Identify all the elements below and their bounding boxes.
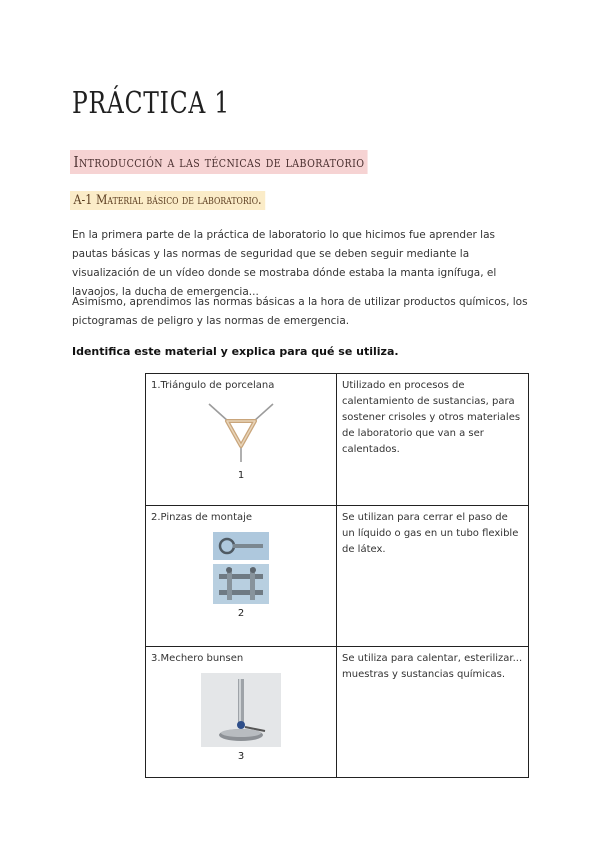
figure-number: 2 bbox=[237, 608, 245, 619]
material-cell bbox=[146, 647, 337, 778]
description-cell: Utilizado en procesos de calentamiento de sustancias, para sostener crisoles y otros materiales de laboratorio que van a ser calentados. bbox=[337, 374, 529, 506]
mounting-clamps-icon bbox=[213, 532, 269, 604]
figure-number: 3 bbox=[237, 751, 245, 762]
description-cell: Se utiliza para calentar, esterilizar... muestras y sustancias químicas. bbox=[337, 647, 529, 778]
material-name: 3.Mechero bunsen bbox=[151, 653, 244, 664]
section-heading: Introducción a las técnicas de laboratorio bbox=[70, 150, 368, 174]
material-cell bbox=[146, 374, 337, 506]
clay-triangle-icon bbox=[205, 400, 277, 466]
bunsen-burner-icon bbox=[201, 673, 281, 747]
intro-paragraph: En la primera parte de la práctica de laboratorio lo que hicimos fue aprender las pautas básicas y las normas de seguridad que se deben seguir mediante la visualización de un vídeo donde se mostraba dónde estaba la manta ignífuga, el lavaojos, la ducha de emergencia... bbox=[72, 229, 497, 298]
description-cell: Se utilizan para cerrar el paso de un líquido o gas en un tubo flexible de látex. bbox=[337, 506, 529, 647]
subsection-heading: A-1 Material básico de laboratorio. bbox=[70, 191, 265, 210]
question-heading: Identifica este material y explica para qué se utiliza. bbox=[72, 345, 399, 358]
page-title: PRÁCTICA 1 bbox=[72, 86, 230, 121]
table-row bbox=[146, 374, 529, 506]
material-name: 2.Pinzas de montaje bbox=[151, 512, 253, 523]
figure-number: 1 bbox=[237, 470, 245, 481]
material-cell bbox=[146, 506, 337, 647]
table-row bbox=[146, 647, 529, 778]
second-paragraph: Asimismo, aprendimos las normas básicas a la hora de utilizar productos químicos, los pictogramas de peligro y las normas de emergencia. bbox=[72, 296, 528, 327]
materials-table bbox=[145, 373, 529, 778]
table-row bbox=[146, 506, 529, 647]
material-name: 1.Triángulo de porcelana bbox=[151, 380, 275, 391]
